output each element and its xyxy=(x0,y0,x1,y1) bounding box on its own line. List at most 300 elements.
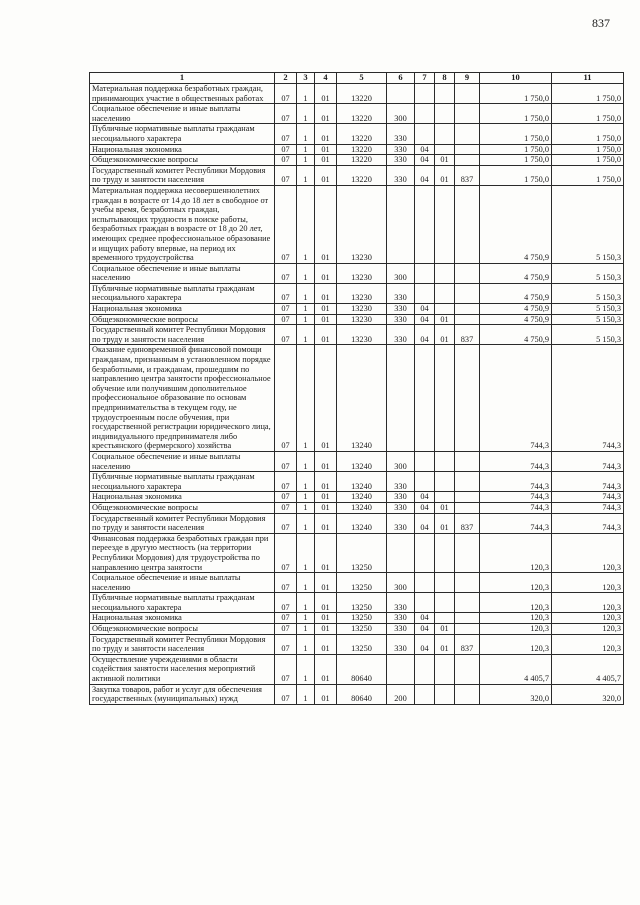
row-value-cell: 5 150,3 xyxy=(552,185,624,263)
row-value-cell: 744,3 xyxy=(552,492,624,503)
row-value-cell: 1 xyxy=(297,345,315,452)
row-value-cell: 1 750,0 xyxy=(480,104,552,124)
row-value-cell xyxy=(455,502,480,513)
header-cell: 9 xyxy=(455,73,480,84)
row-value-cell: 5 150,3 xyxy=(552,283,624,303)
row-name-cell: Социальное обеспечение и иные выплаты населению xyxy=(90,104,275,124)
row-value-cell xyxy=(455,345,480,452)
row-name-cell: Национальная экономика xyxy=(90,613,275,624)
row-value-cell: 07 xyxy=(275,472,297,492)
row-value-cell xyxy=(435,573,455,593)
row-name-cell: Общеэкономические вопросы xyxy=(90,314,275,325)
row-value-cell xyxy=(415,185,435,263)
row-value-cell: 04 xyxy=(415,513,435,533)
row-name-cell: Государственный комитет Республики Мордовия по труду и занятости населения xyxy=(90,325,275,345)
row-value-cell xyxy=(455,304,480,315)
row-value-cell: 744,3 xyxy=(480,472,552,492)
row-value-cell xyxy=(435,684,455,704)
row-value-cell xyxy=(455,104,480,124)
row-value-cell: 01 xyxy=(315,654,337,684)
row-value-cell: 07 xyxy=(275,613,297,624)
row-value-cell: 1 750,0 xyxy=(480,155,552,166)
row-value-cell: 330 xyxy=(387,124,415,144)
row-value-cell xyxy=(455,144,480,155)
row-value-cell: 04 xyxy=(415,304,435,315)
row-value-cell: 04 xyxy=(415,613,435,624)
row-value-cell: 13250 xyxy=(337,573,387,593)
row-value-cell: 13220 xyxy=(337,165,387,185)
row-value-cell: 01 xyxy=(435,325,455,345)
row-value-cell: 07 xyxy=(275,533,297,572)
row-value-cell: 07 xyxy=(275,263,297,283)
row-value-cell xyxy=(435,144,455,155)
row-value-cell xyxy=(415,533,435,572)
row-value-cell: 4 750,9 xyxy=(480,325,552,345)
header-cell: 10 xyxy=(480,73,552,84)
row-value-cell xyxy=(415,654,435,684)
row-value-cell: 300 xyxy=(387,104,415,124)
row-value-cell: 01 xyxy=(315,492,337,503)
row-value-cell: 1 750,0 xyxy=(552,124,624,144)
row-value-cell: 837 xyxy=(455,634,480,654)
row-value-cell: 1 xyxy=(297,304,315,315)
row-name-cell: Государственный комитет Республики Мордовия по труду и занятости населения xyxy=(90,165,275,185)
row-value-cell: 01 xyxy=(315,155,337,166)
row-value-cell: 1 750,0 xyxy=(552,84,624,104)
row-value-cell xyxy=(455,593,480,613)
row-value-cell xyxy=(435,104,455,124)
row-value-cell: 07 xyxy=(275,502,297,513)
row-value-cell: 07 xyxy=(275,314,297,325)
row-value-cell xyxy=(435,124,455,144)
row-value-cell: 04 xyxy=(415,165,435,185)
row-value-cell: 01 xyxy=(435,634,455,654)
row-value-cell: 330 xyxy=(387,314,415,325)
header-cell: 2 xyxy=(275,73,297,84)
row-value-cell: 01 xyxy=(435,513,455,533)
table-row xyxy=(90,345,624,452)
row-value-cell xyxy=(415,593,435,613)
row-value-cell: 01 xyxy=(315,325,337,345)
table-row xyxy=(90,533,624,572)
row-name-cell: Национальная экономика xyxy=(90,304,275,315)
row-value-cell: 1 xyxy=(297,573,315,593)
row-value-cell: 04 xyxy=(415,144,435,155)
row-value-cell: 330 xyxy=(387,165,415,185)
table-row xyxy=(90,654,624,684)
row-value-cell: 1 750,0 xyxy=(480,84,552,104)
table-row xyxy=(90,84,624,104)
row-value-cell: 1 xyxy=(297,654,315,684)
row-value-cell: 07 xyxy=(275,513,297,533)
row-value-cell: 01 xyxy=(315,263,337,283)
row-value-cell: 1 750,0 xyxy=(552,144,624,155)
header-row xyxy=(90,73,624,84)
row-value-cell: 120,3 xyxy=(480,593,552,613)
table-row xyxy=(90,502,624,513)
row-value-cell: 330 xyxy=(387,144,415,155)
row-value-cell: 330 xyxy=(387,593,415,613)
row-value-cell: 837 xyxy=(455,513,480,533)
table-row xyxy=(90,185,624,263)
table-row xyxy=(90,314,624,325)
row-value-cell: 13230 xyxy=(337,325,387,345)
row-name-cell: Материальная поддержка безработных граждан, принимающих участие в общественных работах xyxy=(90,84,275,104)
row-value-cell xyxy=(435,593,455,613)
row-value-cell: 04 xyxy=(415,325,435,345)
header-cell: 11 xyxy=(552,73,624,84)
row-value-cell: 837 xyxy=(455,165,480,185)
row-value-cell xyxy=(415,124,435,144)
row-name-cell: Закупка товаров, работ и услуг для обеспечения государственных (муниципальных) нужд xyxy=(90,684,275,704)
row-value-cell xyxy=(415,573,435,593)
row-value-cell: 330 xyxy=(387,472,415,492)
row-value-cell: 120,3 xyxy=(552,533,624,572)
budget-table xyxy=(89,72,624,705)
table-row xyxy=(90,263,624,283)
header-cell: 6 xyxy=(387,73,415,84)
row-value-cell: 120,3 xyxy=(480,573,552,593)
row-name-cell: Государственный комитет Республики Мордовия по труду и занятости населения xyxy=(90,634,275,654)
row-value-cell: 320,0 xyxy=(552,684,624,704)
table-row xyxy=(90,593,624,613)
row-value-cell xyxy=(455,472,480,492)
row-value-cell: 07 xyxy=(275,144,297,155)
row-value-cell: 1 750,0 xyxy=(480,144,552,155)
row-value-cell: 1 xyxy=(297,283,315,303)
table-row xyxy=(90,304,624,315)
row-value-cell: 13240 xyxy=(337,451,387,471)
row-value-cell: 07 xyxy=(275,304,297,315)
row-value-cell: 07 xyxy=(275,165,297,185)
row-value-cell: 01 xyxy=(315,573,337,593)
row-name-cell: Социальное обеспечение и иные выплаты населению xyxy=(90,263,275,283)
row-value-cell: 1 xyxy=(297,185,315,263)
row-name-cell: Публичные нормативные выплаты гражданам несоциального характера xyxy=(90,593,275,613)
row-value-cell: 1 xyxy=(297,124,315,144)
row-value-cell xyxy=(435,345,455,452)
row-value-cell: 07 xyxy=(275,155,297,166)
row-value-cell: 07 xyxy=(275,345,297,452)
row-value-cell: 4 750,9 xyxy=(480,283,552,303)
row-value-cell: 4 405,7 xyxy=(552,654,624,684)
row-value-cell: 07 xyxy=(275,325,297,345)
row-value-cell: 5 150,3 xyxy=(552,304,624,315)
row-value-cell: 1 750,0 xyxy=(552,155,624,166)
table-row xyxy=(90,684,624,704)
row-value-cell: 330 xyxy=(387,325,415,345)
row-value-cell: 01 xyxy=(435,155,455,166)
row-value-cell: 01 xyxy=(315,472,337,492)
row-value-cell: 1 xyxy=(297,84,315,104)
row-value-cell: 1 xyxy=(297,314,315,325)
row-value-cell: 120,3 xyxy=(480,613,552,624)
row-value-cell: 13240 xyxy=(337,472,387,492)
row-value-cell xyxy=(455,314,480,325)
row-value-cell: 80640 xyxy=(337,684,387,704)
row-value-cell: 1 750,0 xyxy=(480,165,552,185)
row-value-cell: 1 xyxy=(297,513,315,533)
row-value-cell: 04 xyxy=(415,502,435,513)
row-value-cell xyxy=(387,654,415,684)
row-value-cell: 1 xyxy=(297,155,315,166)
row-value-cell xyxy=(415,263,435,283)
row-value-cell xyxy=(415,104,435,124)
row-value-cell xyxy=(387,185,415,263)
row-value-cell: 330 xyxy=(387,634,415,654)
row-value-cell: 120,3 xyxy=(552,573,624,593)
row-value-cell: 13240 xyxy=(337,345,387,452)
row-value-cell xyxy=(387,533,415,572)
table-row xyxy=(90,472,624,492)
table-row xyxy=(90,124,624,144)
row-value-cell xyxy=(455,654,480,684)
row-name-cell: Публичные нормативные выплаты гражданам несоциального характера xyxy=(90,124,275,144)
row-value-cell xyxy=(435,472,455,492)
row-value-cell: 320,0 xyxy=(480,684,552,704)
row-value-cell: 13240 xyxy=(337,492,387,503)
row-value-cell xyxy=(435,451,455,471)
row-value-cell: 300 xyxy=(387,263,415,283)
row-value-cell: 01 xyxy=(315,634,337,654)
row-value-cell: 01 xyxy=(435,502,455,513)
row-value-cell: 1 750,0 xyxy=(552,104,624,124)
table-row xyxy=(90,451,624,471)
row-name-cell: Общеэкономические вопросы xyxy=(90,502,275,513)
row-value-cell xyxy=(455,185,480,263)
row-value-cell xyxy=(435,84,455,104)
row-value-cell xyxy=(387,345,415,452)
row-value-cell: 07 xyxy=(275,634,297,654)
row-value-cell: 837 xyxy=(455,325,480,345)
row-value-cell xyxy=(455,533,480,572)
row-name-cell: Общеэкономические вопросы xyxy=(90,155,275,166)
row-value-cell: 04 xyxy=(415,155,435,166)
row-value-cell: 744,3 xyxy=(480,502,552,513)
row-value-cell: 01 xyxy=(315,304,337,315)
row-value-cell: 330 xyxy=(387,624,415,635)
row-value-cell: 1 xyxy=(297,144,315,155)
row-value-cell: 07 xyxy=(275,283,297,303)
row-value-cell: 13250 xyxy=(337,533,387,572)
row-value-cell: 01 xyxy=(315,283,337,303)
row-value-cell: 01 xyxy=(315,84,337,104)
row-value-cell: 01 xyxy=(435,314,455,325)
row-value-cell: 1 xyxy=(297,624,315,635)
row-name-cell: Общеэкономические вопросы xyxy=(90,624,275,635)
table-row xyxy=(90,513,624,533)
row-value-cell xyxy=(415,472,435,492)
row-value-cell xyxy=(415,283,435,303)
row-value-cell xyxy=(435,263,455,283)
row-value-cell: 07 xyxy=(275,185,297,263)
row-value-cell: 744,3 xyxy=(552,451,624,471)
table-row xyxy=(90,634,624,654)
row-value-cell: 13250 xyxy=(337,624,387,635)
row-value-cell: 80640 xyxy=(337,654,387,684)
row-value-cell: 1 xyxy=(297,613,315,624)
row-name-cell: Осуществление учреждениями в области содействия занятости населения мероприятий активной политики xyxy=(90,654,275,684)
row-value-cell: 01 xyxy=(315,104,337,124)
row-name-cell: Социальное обеспечение и иные выплаты населению xyxy=(90,573,275,593)
row-value-cell: 120,3 xyxy=(480,533,552,572)
table-row xyxy=(90,165,624,185)
row-value-cell: 330 xyxy=(387,613,415,624)
row-value-cell xyxy=(455,263,480,283)
row-value-cell: 1 750,0 xyxy=(552,165,624,185)
row-value-cell xyxy=(435,304,455,315)
row-value-cell: 1 xyxy=(297,684,315,704)
row-value-cell: 330 xyxy=(387,492,415,503)
row-value-cell: 01 xyxy=(315,185,337,263)
row-value-cell: 01 xyxy=(315,684,337,704)
row-value-cell: 07 xyxy=(275,593,297,613)
row-value-cell: 13220 xyxy=(337,84,387,104)
row-value-cell xyxy=(455,283,480,303)
row-value-cell: 13250 xyxy=(337,593,387,613)
row-value-cell: 744,3 xyxy=(552,513,624,533)
row-name-cell: Материальная поддержка несовершеннолетних граждан в возрасте от 14 до 18 лет в свободное от учебы время, безработных граждан, испытывающих трудности в поиске работы, безработных граждан в возрасте от 18 до 20 лет, имеющих среднее профессиональное образование и ищущих работу впервые, на период их временного трудоустройства xyxy=(90,185,275,263)
row-value-cell: 1 xyxy=(297,451,315,471)
row-value-cell: 01 xyxy=(315,124,337,144)
row-value-cell: 01 xyxy=(315,593,337,613)
row-value-cell: 744,3 xyxy=(552,345,624,452)
row-value-cell: 04 xyxy=(415,634,435,654)
row-value-cell xyxy=(415,684,435,704)
table-row xyxy=(90,492,624,503)
table-row xyxy=(90,613,624,624)
row-value-cell: 4 750,9 xyxy=(480,314,552,325)
row-name-cell: Оказание единовременной финансовой помощи гражданам, признанным в установленном порядке безработными, и гражданам, прошедшим по направлению центра занятости профессиональное обучение или получившим дополнительное профессиональное образование по основам предпринимательства в текущем году, не трудоустроенным после обучения, при государственной регистрации юридического лица, индивидуального предпринимателя либо крестьянского (фермерского) хозяйства xyxy=(90,345,275,452)
row-value-cell xyxy=(415,345,435,452)
row-value-cell xyxy=(435,492,455,503)
row-value-cell: 330 xyxy=(387,513,415,533)
row-value-cell: 330 xyxy=(387,283,415,303)
row-value-cell: 300 xyxy=(387,451,415,471)
row-value-cell: 4 750,9 xyxy=(480,263,552,283)
row-value-cell: 01 xyxy=(315,513,337,533)
row-value-cell: 1 xyxy=(297,533,315,572)
row-value-cell: 4 750,9 xyxy=(480,304,552,315)
row-value-cell: 13230 xyxy=(337,304,387,315)
row-value-cell: 330 xyxy=(387,304,415,315)
row-value-cell: 5 150,3 xyxy=(552,314,624,325)
row-value-cell: 4 405,7 xyxy=(480,654,552,684)
row-value-cell: 13220 xyxy=(337,104,387,124)
row-value-cell xyxy=(435,185,455,263)
row-value-cell: 330 xyxy=(387,502,415,513)
row-value-cell: 13230 xyxy=(337,283,387,303)
row-value-cell: 120,3 xyxy=(480,634,552,654)
row-value-cell xyxy=(455,492,480,503)
row-value-cell: 120,3 xyxy=(552,624,624,635)
row-value-cell: 04 xyxy=(415,314,435,325)
header-cell: 8 xyxy=(435,73,455,84)
row-value-cell: 07 xyxy=(275,492,297,503)
row-value-cell: 120,3 xyxy=(480,624,552,635)
row-value-cell: 4 750,9 xyxy=(480,185,552,263)
row-value-cell: 120,3 xyxy=(552,593,624,613)
row-value-cell: 01 xyxy=(315,144,337,155)
row-name-cell: Социальное обеспечение и иные выплаты населению xyxy=(90,451,275,471)
row-value-cell: 1 xyxy=(297,634,315,654)
table-row xyxy=(90,624,624,635)
row-value-cell: 07 xyxy=(275,654,297,684)
row-value-cell: 13220 xyxy=(337,144,387,155)
table-row xyxy=(90,283,624,303)
row-value-cell: 330 xyxy=(387,155,415,166)
row-value-cell: 13220 xyxy=(337,124,387,144)
row-value-cell: 13230 xyxy=(337,263,387,283)
table-row xyxy=(90,155,624,166)
row-value-cell: 01 xyxy=(315,165,337,185)
row-value-cell: 01 xyxy=(315,345,337,452)
row-value-cell: 01 xyxy=(315,533,337,572)
row-value-cell xyxy=(415,84,435,104)
table-row xyxy=(90,104,624,124)
row-value-cell: 300 xyxy=(387,573,415,593)
table-row xyxy=(90,144,624,155)
header-cell: 7 xyxy=(415,73,435,84)
row-value-cell: 07 xyxy=(275,684,297,704)
row-value-cell xyxy=(455,684,480,704)
row-value-cell xyxy=(415,451,435,471)
row-value-cell: 13230 xyxy=(337,314,387,325)
row-value-cell: 744,3 xyxy=(480,513,552,533)
row-value-cell: 01 xyxy=(315,502,337,513)
row-value-cell: 07 xyxy=(275,84,297,104)
row-value-cell: 120,3 xyxy=(552,634,624,654)
row-value-cell: 01 xyxy=(315,624,337,635)
row-value-cell: 120,3 xyxy=(552,613,624,624)
row-value-cell: 744,3 xyxy=(480,345,552,452)
row-value-cell: 04 xyxy=(415,624,435,635)
row-name-cell: Публичные нормативные выплаты гражданам несоциального характера xyxy=(90,283,275,303)
row-value-cell: 1 xyxy=(297,263,315,283)
row-value-cell xyxy=(455,624,480,635)
row-value-cell: 04 xyxy=(415,492,435,503)
row-value-cell: 744,3 xyxy=(552,502,624,513)
row-value-cell xyxy=(387,84,415,104)
row-value-cell: 07 xyxy=(275,451,297,471)
row-value-cell xyxy=(435,654,455,684)
row-value-cell: 744,3 xyxy=(480,451,552,471)
header-cell: 3 xyxy=(297,73,315,84)
row-value-cell: 13250 xyxy=(337,613,387,624)
row-value-cell xyxy=(455,155,480,166)
row-value-cell xyxy=(455,613,480,624)
row-value-cell: 01 xyxy=(435,624,455,635)
row-value-cell xyxy=(435,533,455,572)
row-value-cell: 1 xyxy=(297,165,315,185)
header-cell: 4 xyxy=(315,73,337,84)
row-value-cell: 744,3 xyxy=(480,492,552,503)
row-value-cell: 13250 xyxy=(337,634,387,654)
row-value-cell: 5 150,3 xyxy=(552,263,624,283)
row-value-cell: 1 xyxy=(297,593,315,613)
row-value-cell: 07 xyxy=(275,573,297,593)
row-value-cell: 1 750,0 xyxy=(480,124,552,144)
row-value-cell xyxy=(455,84,480,104)
page-number: 837 xyxy=(592,16,610,30)
row-value-cell xyxy=(435,613,455,624)
table-row xyxy=(90,573,624,593)
row-value-cell: 01 xyxy=(435,165,455,185)
row-name-cell: Национальная экономика xyxy=(90,144,275,155)
row-name-cell: Государственный комитет Республики Мордовия по труду и занятости населения xyxy=(90,513,275,533)
row-value-cell: 1 xyxy=(297,104,315,124)
row-name-cell: Финансовая поддержка безработных граждан при переезде в другую местность (на территории Республики Мордовия) для трудоустройства по направлению центра занятости xyxy=(90,533,275,572)
